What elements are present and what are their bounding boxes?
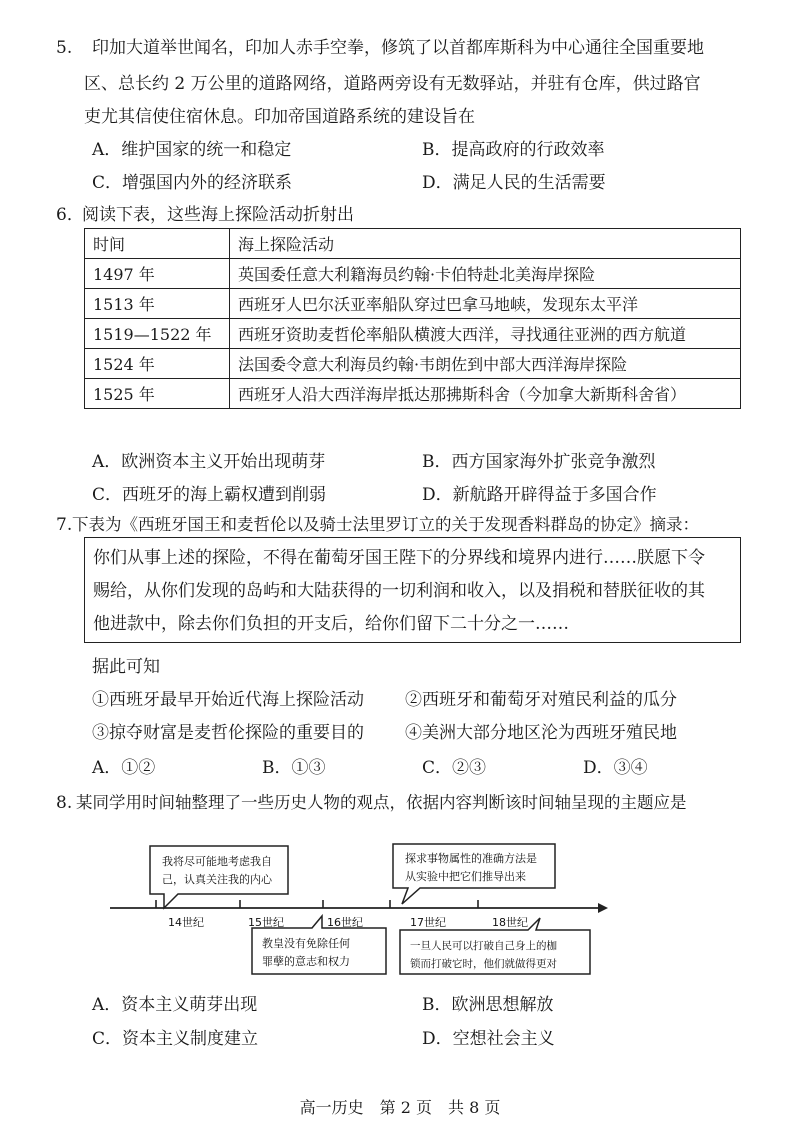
callout-2-line-1: 教皇没有免除任何 — [262, 937, 350, 950]
q7-lead: 据此可知 — [92, 657, 160, 677]
table-cell-time: 1497 年 — [85, 259, 230, 289]
page-footer: 高一历史 第 2 页 共 8 页 — [299, 1098, 501, 1117]
q7-option-b[interactable]: B．①③ — [262, 758, 326, 778]
timeline-label-16: 16世纪 — [327, 916, 363, 929]
q7-statement-3: ③掠夺财富是麦哲伦探险的重要目的 — [92, 723, 364, 743]
q5-stem-line-2: 区、总长约 2 万公里的道路网络，道路两旁设有无数驿站，并驻有仓库，供过路官 — [84, 74, 701, 94]
q8-number: 8. — [56, 793, 73, 813]
timeline-label-14: 14世纪 — [168, 916, 204, 929]
table-header-activity: 海上探险活动 — [230, 229, 741, 259]
table-cell-time: 1519—1522 年 — [85, 319, 230, 349]
table-cell-activity: 英国委任意大利籍海员约翰·卡伯特赴北美海岸探险 — [230, 259, 741, 289]
q5-option-a[interactable]: A．维护国家的统一和稳定 — [92, 140, 292, 160]
table-header-time: 时间 — [85, 229, 230, 259]
table-cell-activity: 法国委令意大利海员约翰·韦朗佐到中部大西洋海岸探险 — [230, 349, 741, 379]
q7-statement-4: ④美洲大部分地区沦为西班牙殖民地 — [405, 723, 677, 743]
callout-4-line-2: 锁而打破它时，他们就做得更对 — [410, 958, 557, 970]
table-row — [85, 379, 741, 409]
q5-option-b[interactable]: B．提高政府的行政效率 — [422, 140, 605, 160]
q5-stem-line-3: 吏尤其信使住宿休息。印加帝国道路系统的建设旨在 — [84, 107, 475, 127]
q5-number: 5. — [56, 38, 73, 58]
q6-option-a[interactable]: A．欧洲资本主义开始出现萌芽 — [92, 452, 326, 472]
q6-option-c[interactable]: C．西班牙的海上霸权遭到削弱 — [92, 485, 327, 505]
q7-option-a[interactable]: A．①② — [92, 758, 156, 778]
q5-option-d[interactable]: D．满足人民的生活需要 — [422, 173, 606, 193]
q6-option-b[interactable]: B．西方国家海外扩张竞争激烈 — [422, 452, 656, 472]
table-cell-time: 1524 年 — [85, 349, 230, 379]
timeline-label-17: 17世纪 — [410, 916, 446, 929]
q8-option-c[interactable]: C．资本主义制度建立 — [92, 1029, 259, 1049]
quote-box — [84, 537, 741, 643]
exploration-table — [84, 228, 741, 409]
quote-line-1: 你们从事上述的探险，不得在葡萄牙国王陛下的分界线和境界内进行……朕愿下令 — [93, 548, 705, 568]
callout-4-line-1: 一旦人民可以打破自己身上的枷 — [410, 940, 557, 952]
q6-stem: 阅读下表，这些海上探险活动折射出 — [82, 205, 354, 225]
timeline-label-15: 15世纪 — [248, 916, 284, 929]
table-cell-time: 1513 年 — [85, 289, 230, 319]
q5-stem-line-1: 印加大道举世闻名，印加人赤手空拳，修筑了以首都库斯科为中心通往全国重要地 — [92, 38, 704, 58]
table-header-row — [85, 229, 741, 259]
callout-3-line-1: 探求事物属性的准确方法是 — [405, 852, 537, 865]
q7-stem: 下表为《西班牙国王和麦哲伦以及骑士法里罗订立的关于发现香料群岛的协定》摘录： — [72, 515, 699, 534]
callout-1-line-1: 我将尽可能地考虑我自 — [162, 855, 272, 868]
table-row — [85, 259, 741, 289]
quote-line-3: 他进款中，除去你们负担的开支后，给你们留下二十分之一…… — [93, 614, 569, 634]
q7-option-c[interactable]: C．②③ — [422, 758, 487, 778]
quote-line-2: 赐给，从你们发现的岛屿和大陆获得的一切利润和收入，以及捐税和替朕征收的其 — [93, 581, 705, 601]
table-cell-activity: 西班牙资助麦哲伦率船队横渡大西洋，寻找通往亚洲的西方航道 — [230, 319, 741, 349]
q5-option-c[interactable]: C．增强国内外的经济联系 — [92, 173, 293, 193]
table-row — [85, 289, 741, 319]
q7-statement-1: ①西班牙最早开始近代海上探险活动 — [92, 690, 364, 710]
q8-option-b[interactable]: B．欧洲思想解放 — [422, 995, 554, 1015]
table-row — [85, 319, 741, 349]
callout-2-line-2: 罪孽的意志和权力 — [262, 955, 350, 968]
q8-option-a[interactable]: A．资本主义萌芽出现 — [92, 995, 258, 1015]
q6-number: 6． — [56, 205, 84, 225]
table-cell-activity: 西班牙人巴尔沃亚率船队穿过巴拿马地峡，发现东太平洋 — [230, 289, 741, 319]
q6-option-d[interactable]: D．新航路开辟得益于多国合作 — [422, 485, 657, 505]
q8-option-d[interactable]: D．空想社会主义 — [422, 1029, 555, 1049]
q7-option-d[interactable]: D．③④ — [583, 758, 648, 778]
timeline-arrow-icon — [598, 903, 608, 913]
table-row — [85, 349, 741, 379]
q7-number: 7. — [56, 515, 73, 535]
callout-3-line-2: 从实验中把它们推导出来 — [405, 870, 526, 883]
q8-stem: 某同学用时间轴整理了一些历史人物的观点，依据内容判断该时间轴呈现的主题应是 — [76, 793, 687, 812]
table-cell-activity: 西班牙人沿大西洋海岸抵达那拂斯科舍（今加拿大新斯科舍省） — [230, 379, 741, 409]
callout-1-line-2: 己，认真关注我的内心 — [162, 873, 272, 886]
timeline-diagram — [0, 830, 800, 990]
q7-statement-2: ②西班牙和葡萄牙对殖民利益的瓜分 — [405, 690, 677, 710]
table-cell-time: 1525 年 — [85, 379, 230, 409]
timeline-label-18: 18世纪 — [492, 916, 528, 929]
